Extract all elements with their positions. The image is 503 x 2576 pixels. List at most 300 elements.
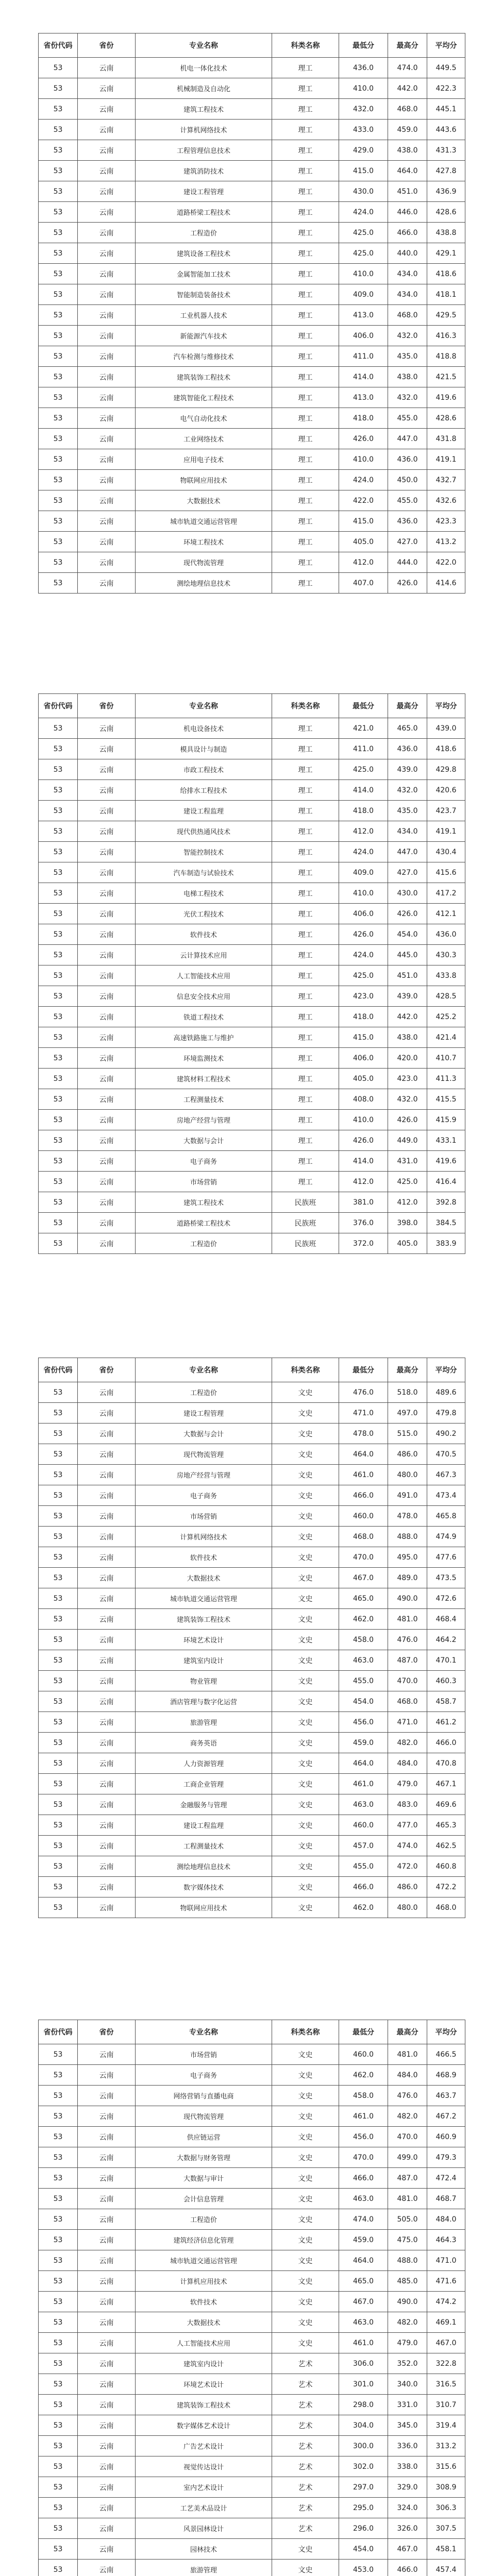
cell-province-code: 53 (39, 243, 78, 264)
cell-min-score: 424.0 (339, 842, 388, 862)
cell-min-score: 413.0 (339, 387, 388, 408)
cell-max-score: 434.0 (388, 821, 427, 842)
cell-min-score: 476.0 (339, 1382, 388, 1403)
cell-province: 云南 (78, 924, 136, 945)
cell-major: 工业机器人技术 (136, 305, 272, 326)
cell-province: 云南 (78, 1856, 136, 1877)
cell-min-score: 413.0 (339, 305, 388, 326)
cell-category: 艺术 (272, 2395, 339, 2415)
cell-min-score: 405.0 (339, 1069, 388, 1089)
cell-max-score: 440.0 (388, 243, 427, 264)
table-row (39, 181, 465, 202)
cell-province: 云南 (78, 862, 136, 883)
cell-province: 云南 (78, 1192, 136, 1213)
cell-min-score: 463.0 (339, 1794, 388, 1815)
cell-province-code: 53 (39, 120, 78, 140)
table-row (39, 99, 465, 120)
cell-province: 云南 (78, 2395, 136, 2415)
cell-category: 艺术 (272, 2456, 339, 2477)
cell-province: 云南 (78, 739, 136, 759)
cell-min-score: 306.0 (339, 2353, 388, 2374)
cell-min-score: 466.0 (339, 1485, 388, 1506)
cell-category: 理工 (272, 1110, 339, 1130)
cell-major: 现代供热通风技术 (136, 821, 272, 842)
cell-province-code: 53 (39, 904, 78, 924)
cell-avg-score: 467.1 (427, 1774, 465, 1794)
cell-category: 理工 (272, 181, 339, 202)
cell-min-score: 423.0 (339, 986, 388, 1007)
table-row (39, 202, 465, 223)
cell-max-score: 425.0 (388, 1172, 427, 1192)
table-page-2 (38, 693, 465, 1254)
cell-province-code: 53 (39, 1151, 78, 1172)
cell-province-code: 53 (39, 511, 78, 532)
table-row (39, 2436, 465, 2456)
cell-major: 建设工程监理 (136, 801, 272, 821)
cell-province: 云南 (78, 1382, 136, 1403)
cell-min-score: 415.0 (339, 161, 388, 181)
cell-min-score: 407.0 (339, 573, 388, 594)
cell-category: 理工 (272, 264, 339, 284)
header-province-code: 省份代码 (39, 694, 78, 718)
cell-min-score: 424.0 (339, 945, 388, 965)
table-row (39, 1151, 465, 1172)
cell-province: 云南 (78, 1815, 136, 1836)
cell-province: 云南 (78, 2539, 136, 2560)
cell-avg-score: 316.5 (427, 2374, 465, 2395)
cell-province: 云南 (78, 2271, 136, 2292)
cell-major: 城市轨道交通运营管理 (136, 511, 272, 532)
cell-major: 视觉传达设计 (136, 2456, 272, 2477)
cell-category: 文史 (272, 1568, 339, 1588)
cell-province-code: 53 (39, 945, 78, 965)
table-row (39, 1733, 465, 1753)
cell-min-score: 424.0 (339, 470, 388, 490)
table-row (39, 532, 465, 552)
cell-major: 园林技术 (136, 2539, 272, 2560)
cell-category: 理工 (272, 511, 339, 532)
cell-category: 文史 (272, 2539, 339, 2560)
cell-max-score: 438.0 (388, 1027, 427, 1048)
cell-category: 民族班 (272, 1233, 339, 1254)
cell-min-score: 470.0 (339, 1547, 388, 1568)
cell-avg-score: 430.4 (427, 842, 465, 862)
admission-score-table (38, 1358, 465, 1918)
table-header-row (39, 1358, 465, 1382)
cell-max-score: 497.0 (388, 1403, 427, 1423)
cell-avg-score: 428.6 (427, 202, 465, 223)
table-row (39, 58, 465, 78)
cell-avg-score: 416.3 (427, 326, 465, 346)
cell-province: 云南 (78, 2498, 136, 2518)
cell-major: 大数据与会计 (136, 1130, 272, 1151)
cell-avg-score: 419.1 (427, 821, 465, 842)
cell-max-score: 487.0 (388, 2168, 427, 2189)
cell-avg-score: 419.6 (427, 1151, 465, 1172)
cell-category: 理工 (272, 1151, 339, 1172)
cell-category: 文史 (272, 2168, 339, 2189)
cell-category: 文史 (272, 2147, 339, 2168)
cell-province-code: 53 (39, 202, 78, 223)
cell-category: 艺术 (272, 2374, 339, 2395)
cell-province-code: 53 (39, 759, 78, 780)
cell-major: 信息安全技术应用 (136, 986, 272, 1007)
cell-min-score: 430.0 (339, 181, 388, 202)
cell-province: 云南 (78, 1213, 136, 1233)
cell-avg-score: 468.4 (427, 1609, 465, 1630)
cell-province-code: 53 (39, 99, 78, 120)
cell-avg-score: 467.2 (427, 2106, 465, 2127)
table-row (39, 223, 465, 243)
cell-major: 供应链运营 (136, 2127, 272, 2147)
cell-province-code: 53 (39, 284, 78, 305)
cell-province: 云南 (78, 1444, 136, 1465)
cell-province-code: 53 (39, 573, 78, 594)
cell-category: 文史 (272, 2127, 339, 2147)
cell-avg-score: 468.7 (427, 2189, 465, 2209)
cell-major: 建设工程管理 (136, 1403, 272, 1423)
cell-min-score: 460.0 (339, 1506, 388, 1527)
cell-province-code: 53 (39, 1609, 78, 1630)
cell-major: 测绘地理信息技术 (136, 1856, 272, 1877)
cell-max-score: 480.0 (388, 1897, 427, 1918)
cell-min-score: 455.0 (339, 1856, 388, 1877)
header-province: 省份 (78, 2020, 136, 2044)
cell-major: 计算机应用技术 (136, 2271, 272, 2292)
cell-category: 理工 (272, 346, 339, 367)
cell-min-score: 429.0 (339, 140, 388, 161)
table-row (39, 1774, 465, 1794)
cell-major: 建筑装饰工程技术 (136, 1609, 272, 1630)
cell-max-score: 465.0 (388, 718, 427, 739)
cell-major: 大数据与财务管理 (136, 2147, 272, 2168)
cell-max-score: 434.0 (388, 264, 427, 284)
cell-province: 云南 (78, 986, 136, 1007)
cell-province: 云南 (78, 1588, 136, 1609)
cell-category: 理工 (272, 1007, 339, 1027)
cell-avg-score: 469.1 (427, 2312, 465, 2333)
cell-max-score: 445.0 (388, 945, 427, 965)
cell-avg-score: 438.8 (427, 223, 465, 243)
cell-avg-score: 461.2 (427, 1712, 465, 1733)
table-row (39, 1172, 465, 1192)
cell-major: 工业网络技术 (136, 429, 272, 449)
header-avg-score: 平均分 (427, 33, 465, 58)
cell-max-score: 426.0 (388, 573, 427, 594)
table-row (39, 1568, 465, 1588)
cell-province-code: 53 (39, 2353, 78, 2374)
cell-province-code: 53 (39, 1213, 78, 1233)
cell-max-score: 482.0 (388, 1733, 427, 1753)
table-row (39, 367, 465, 387)
cell-category: 文史 (272, 2312, 339, 2333)
cell-province: 云南 (78, 1897, 136, 1918)
cell-min-score: 462.0 (339, 1897, 388, 1918)
cell-max-score: 449.0 (388, 1130, 427, 1151)
cell-province: 云南 (78, 346, 136, 367)
cell-major: 现代物流管理 (136, 1444, 272, 1465)
cell-max-score: 482.0 (388, 2312, 427, 2333)
cell-avg-score: 462.5 (427, 1836, 465, 1856)
cell-major: 广告艺术设计 (136, 2436, 272, 2456)
cell-province-code: 53 (39, 2477, 78, 2498)
cell-avg-score: 412.1 (427, 904, 465, 924)
cell-major: 计算机网络技术 (136, 120, 272, 140)
cell-category: 理工 (272, 842, 339, 862)
cell-category: 文史 (272, 1444, 339, 1465)
cell-category: 艺术 (272, 2415, 339, 2436)
cell-avg-score: 384.5 (427, 1213, 465, 1233)
cell-province: 云南 (78, 449, 136, 470)
table-row (39, 739, 465, 759)
cell-min-score: 376.0 (339, 1213, 388, 1233)
cell-avg-score: 436.0 (427, 924, 465, 945)
cell-avg-score: 484.0 (427, 2209, 465, 2230)
table-row (39, 470, 465, 490)
cell-province: 云南 (78, 821, 136, 842)
cell-province-code: 53 (39, 367, 78, 387)
cell-min-score: 297.0 (339, 2477, 388, 2498)
cell-major: 商务英语 (136, 1733, 272, 1753)
table-row (39, 1192, 465, 1213)
cell-province: 云南 (78, 2477, 136, 2498)
cell-province: 云南 (78, 532, 136, 552)
cell-avg-score: 428.6 (427, 408, 465, 429)
cell-category: 理工 (272, 243, 339, 264)
table-row (39, 326, 465, 346)
table-row (39, 1089, 465, 1110)
cell-min-score: 415.0 (339, 1027, 388, 1048)
cell-province-code: 53 (39, 1027, 78, 1048)
cell-max-score: 432.0 (388, 387, 427, 408)
cell-avg-score: 423.3 (427, 511, 465, 532)
cell-major: 环境工程技术 (136, 532, 272, 552)
table-header-row (39, 694, 465, 718)
header-max-score: 最高分 (388, 2020, 427, 2044)
cell-max-score: 431.0 (388, 1151, 427, 1172)
cell-category: 文史 (272, 2230, 339, 2250)
table-row (39, 780, 465, 801)
cell-province: 云南 (78, 1007, 136, 1027)
cell-category: 文史 (272, 1836, 339, 1856)
cell-min-score: 298.0 (339, 2395, 388, 2415)
cell-min-score: 463.0 (339, 1650, 388, 1671)
cell-category: 理工 (272, 904, 339, 924)
cell-major: 房地产经营与管理 (136, 1110, 272, 1130)
table-row (39, 1423, 465, 1444)
cell-major: 人力资源管理 (136, 1753, 272, 1774)
cell-max-score: 345.0 (388, 2415, 427, 2436)
cell-category: 理工 (272, 449, 339, 470)
cell-major: 新能源汽车技术 (136, 326, 272, 346)
cell-max-score: 474.0 (388, 1836, 427, 1856)
cell-major: 城市轨道交通运营管理 (136, 2250, 272, 2271)
header-max-score: 最高分 (388, 1358, 427, 1382)
cell-category: 理工 (272, 573, 339, 594)
cell-province-code: 53 (39, 1130, 78, 1151)
cell-province: 云南 (78, 2189, 136, 2209)
cell-max-score: 432.0 (388, 780, 427, 801)
cell-province: 云南 (78, 2250, 136, 2271)
cell-avg-score: 421.5 (427, 367, 465, 387)
cell-category: 文史 (272, 2086, 339, 2106)
cell-province-code: 53 (39, 718, 78, 739)
cell-province: 云南 (78, 1027, 136, 1048)
cell-min-score: 414.0 (339, 780, 388, 801)
cell-min-score: 432.0 (339, 99, 388, 120)
cell-category: 文史 (272, 2271, 339, 2292)
cell-province: 云南 (78, 2415, 136, 2436)
cell-major: 模具设计与制造 (136, 739, 272, 759)
cell-province: 云南 (78, 140, 136, 161)
cell-min-score: 453.0 (339, 2560, 388, 2576)
cell-province: 云南 (78, 181, 136, 202)
cell-province-code: 53 (39, 181, 78, 202)
cell-min-score: 372.0 (339, 1233, 388, 1254)
cell-province-code: 53 (39, 264, 78, 284)
cell-category: 理工 (272, 759, 339, 780)
cell-min-score: 433.0 (339, 120, 388, 140)
cell-province: 云南 (78, 780, 136, 801)
cell-avg-score: 477.6 (427, 1547, 465, 1568)
cell-province-code: 53 (39, 1233, 78, 1254)
cell-major: 城市轨道交通运营管理 (136, 1588, 272, 1609)
table-page-1 (38, 33, 465, 594)
cell-category: 民族班 (272, 1213, 339, 1233)
cell-category: 理工 (272, 470, 339, 490)
table-row (39, 718, 465, 739)
cell-province-code: 53 (39, 1568, 78, 1588)
cell-major: 工程造价 (136, 1233, 272, 1254)
cell-major: 道路桥梁工程技术 (136, 202, 272, 223)
table-row (39, 2230, 465, 2250)
cell-max-score: 515.0 (388, 1423, 427, 1444)
cell-max-score: 432.0 (388, 326, 427, 346)
cell-avg-score: 383.9 (427, 1233, 465, 1254)
cell-province-code: 53 (39, 2415, 78, 2436)
cell-max-score: 486.0 (388, 1877, 427, 1897)
table-row (39, 2189, 465, 2209)
cell-major: 机械制造及自动化 (136, 78, 272, 99)
cell-min-score: 466.0 (339, 1877, 388, 1897)
cell-major: 道路桥梁工程技术 (136, 1213, 272, 1233)
table-row (39, 573, 465, 594)
cell-category: 理工 (272, 718, 339, 739)
cell-province-code: 53 (39, 58, 78, 78)
cell-province: 云南 (78, 305, 136, 326)
cell-province: 云南 (78, 2209, 136, 2230)
cell-avg-score: 432.6 (427, 490, 465, 511)
table-row (39, 2271, 465, 2292)
cell-avg-score: 307.5 (427, 2518, 465, 2539)
cell-province: 云南 (78, 1774, 136, 1794)
cell-major: 数字媒体艺术设计 (136, 2415, 272, 2436)
cell-province: 云南 (78, 1671, 136, 1691)
table-row (39, 862, 465, 883)
cell-province: 云南 (78, 202, 136, 223)
cell-max-score: 340.0 (388, 2374, 427, 2395)
cell-avg-score: 474.9 (427, 1527, 465, 1547)
cell-avg-score: 460.9 (427, 2127, 465, 2147)
cell-category: 理工 (272, 305, 339, 326)
cell-max-score: 432.0 (388, 1089, 427, 1110)
cell-max-score: 471.0 (388, 1712, 427, 1733)
cell-province: 云南 (78, 1877, 136, 1897)
cell-province: 云南 (78, 2292, 136, 2312)
cell-province-code: 53 (39, 346, 78, 367)
cell-min-score: 300.0 (339, 2436, 388, 2456)
table-row (39, 1007, 465, 1027)
cell-major: 环境艺术设计 (136, 2374, 272, 2395)
cell-min-score: 406.0 (339, 904, 388, 924)
cell-province: 云南 (78, 1233, 136, 1254)
header-category: 科类名称 (272, 2020, 339, 2044)
cell-category: 理工 (272, 883, 339, 904)
cell-province-code: 53 (39, 1527, 78, 1547)
cell-min-score: 302.0 (339, 2456, 388, 2477)
cell-avg-score: 465.3 (427, 1815, 465, 1836)
cell-major: 计算机网络技术 (136, 1527, 272, 1547)
cell-min-score: 461.0 (339, 2106, 388, 2127)
cell-province-code: 53 (39, 2168, 78, 2189)
header-min-score: 最低分 (339, 2020, 388, 2044)
table-row (39, 1110, 465, 1130)
cell-category: 艺术 (272, 2353, 339, 2374)
table-row (39, 1609, 465, 1630)
cell-province-code: 53 (39, 2086, 78, 2106)
cell-category: 理工 (272, 1027, 339, 1048)
cell-avg-score: 443.6 (427, 120, 465, 140)
cell-category: 文史 (272, 1897, 339, 1918)
cell-max-score: 490.0 (388, 1588, 427, 1609)
table-row (39, 1506, 465, 1527)
cell-min-score: 414.0 (339, 1151, 388, 1172)
cell-category: 文史 (272, 1856, 339, 1877)
table-row (39, 2065, 465, 2086)
cell-major: 人工智能技术应用 (136, 2333, 272, 2353)
table-row (39, 945, 465, 965)
cell-max-score: 447.0 (388, 842, 427, 862)
cell-avg-score: 460.8 (427, 1856, 465, 1877)
cell-min-score: 471.0 (339, 1403, 388, 1423)
cell-min-score: 408.0 (339, 1089, 388, 1110)
cell-major: 金融服务与管理 (136, 1794, 272, 1815)
cell-major: 建筑室内设计 (136, 2353, 272, 2374)
cell-min-score: 405.0 (339, 532, 388, 552)
header-province: 省份 (78, 694, 136, 718)
cell-major: 机电设备技术 (136, 718, 272, 739)
cell-avg-score: 420.6 (427, 780, 465, 801)
cell-province: 云南 (78, 1423, 136, 1444)
table-row (39, 2044, 465, 2065)
cell-province-code: 53 (39, 739, 78, 759)
cell-province: 云南 (78, 2353, 136, 2374)
cell-province-code: 53 (39, 305, 78, 326)
cell-avg-score: 392.8 (427, 1192, 465, 1213)
table-row (39, 284, 465, 305)
table-row (39, 1130, 465, 1151)
cell-min-score: 411.0 (339, 739, 388, 759)
cell-category: 文史 (272, 1527, 339, 1547)
cell-min-score: 410.0 (339, 264, 388, 284)
cell-major: 数字媒体技术 (136, 1877, 272, 1897)
cell-major: 建筑智能化工程技术 (136, 387, 272, 408)
cell-category: 理工 (272, 739, 339, 759)
cell-province-code: 53 (39, 1691, 78, 1712)
table-row (39, 2147, 465, 2168)
cell-max-score: 485.0 (388, 2271, 427, 2292)
cell-province: 云南 (78, 759, 136, 780)
